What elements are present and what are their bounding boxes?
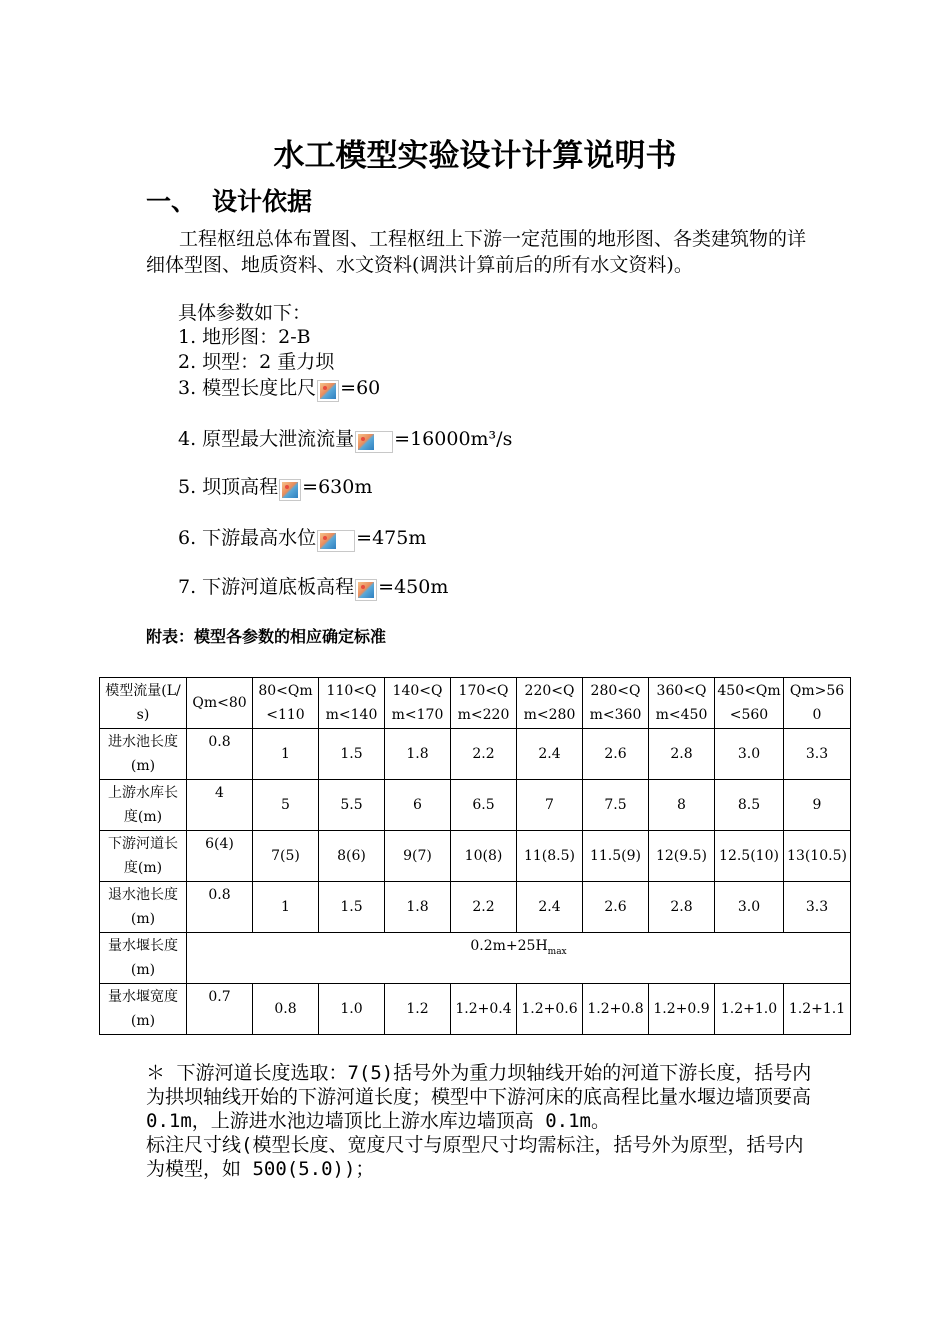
table-cell: 2.6 — [583, 729, 649, 780]
table-cell: 2.4 — [517, 729, 583, 780]
table-cell: 1.8 — [385, 729, 451, 780]
notes-block — [146, 1061, 816, 1181]
param-value: =450m — [378, 576, 449, 598]
table-header-cell: 280<Qm<360 — [583, 678, 649, 729]
row-label: 下游河道长度(m) — [100, 831, 187, 882]
param-line — [178, 375, 380, 402]
param-label: 6. 下游最高水位 — [178, 527, 317, 549]
parameter-table — [99, 677, 851, 1035]
table-cell: 6 — [385, 780, 451, 831]
table-cell: 2.8 — [649, 882, 715, 933]
table-cell: 9 — [784, 780, 851, 831]
table-header-cell: 110<Qm<140 — [319, 678, 385, 729]
section-heading — [146, 182, 312, 218]
param-line — [178, 426, 512, 453]
table-cell: 1 — [253, 882, 319, 933]
table-row — [100, 729, 851, 780]
param-label: 3. 模型长度比尺 — [178, 377, 317, 399]
table-row — [100, 780, 851, 831]
section-title: 设计依据 — [212, 187, 313, 216]
table-cell: 13(10.5) — [784, 831, 851, 882]
table-cell: 8(6) — [319, 831, 385, 882]
table-cell: 12.5(10) — [715, 831, 784, 882]
merged-cell — [187, 933, 851, 984]
param-label: 4. 原型最大泄流流量 — [178, 428, 355, 450]
param-label: 2. 坝型：2 重力坝 — [178, 351, 335, 373]
section-number: 一、 — [146, 187, 197, 216]
formula-image-icon — [279, 479, 301, 501]
table-cell: 2.6 — [583, 882, 649, 933]
param-line — [178, 349, 334, 375]
row-label: 退水池长度(m) — [100, 882, 187, 933]
table-header-row — [100, 678, 851, 729]
table-cell: 3.0 — [715, 729, 784, 780]
table-cell: 3.0 — [715, 882, 784, 933]
row-label: 进水池长度(m) — [100, 729, 187, 780]
table-row — [100, 984, 851, 1035]
table-cell: 8 — [649, 780, 715, 831]
table-cell: 1 — [253, 729, 319, 780]
table-header-cell: 模型流量(L/s) — [100, 678, 187, 729]
table-cell: 7(5) — [253, 831, 319, 882]
param-line — [178, 474, 372, 501]
formula-subscript: max — [547, 946, 567, 957]
table-header-cell: Qm>560 — [784, 678, 851, 729]
table-cell: 1.2+0.9 — [649, 984, 715, 1035]
formula-image-icon — [317, 530, 355, 552]
table-cell: 2.8 — [649, 729, 715, 780]
table-cell: 1.2+0.4 — [451, 984, 517, 1035]
table-header-cell: 140<Qm<170 — [385, 678, 451, 729]
param-value: =630m — [302, 476, 373, 498]
note-paragraph: 标注尺寸线(模型长度、宽度尺寸与原型尺寸均需标注，括号外为原型，括号内为模型，如 500(5.0))； — [146, 1134, 804, 1180]
params-intro: 具体参数如下： — [178, 302, 312, 324]
table-cell: 5 — [253, 780, 319, 831]
table-cell: 1.2 — [385, 984, 451, 1035]
table-cell: 7 — [517, 780, 583, 831]
table-row — [100, 831, 851, 882]
table-cell: 10(8) — [451, 831, 517, 882]
intro-text: 工程枢纽总体布置图、工程枢纽上下游一定范围的地形图、各类建筑物的详细体型图、地质资料、水文资料(调洪计算前后的所有水文资料)。 — [146, 228, 807, 276]
table-header-cell: 450<Qm<560 — [715, 678, 784, 729]
table-header-cell: 80<Qm<110 — [253, 678, 319, 729]
row-label: 量水堰长度(m) — [100, 933, 187, 984]
formula-text: 0.2m+25H — [470, 938, 548, 954]
table-cell: 3.3 — [784, 729, 851, 780]
param-label: 7. 下游河道底板高程 — [178, 576, 355, 598]
table-row — [100, 933, 851, 984]
table-cell: 1.5 — [319, 882, 385, 933]
param-line — [178, 324, 311, 350]
table-cell: 12(9.5) — [649, 831, 715, 882]
formula-image-icon — [355, 579, 377, 601]
table-cell: 1.0 — [319, 984, 385, 1035]
param-label: 1. 地形图：2-B — [178, 326, 311, 348]
table-cell: 11(8.5) — [517, 831, 583, 882]
row-label: 量水堰宽度(m) — [100, 984, 187, 1035]
table-cell: 4 — [187, 780, 253, 831]
table-cell: 8.5 — [715, 780, 784, 831]
table-header-cell: 360<Qm<450 — [649, 678, 715, 729]
table-cell: 1.2+1.0 — [715, 984, 784, 1035]
formula-image-icon — [317, 380, 339, 402]
table-cell: 3.3 — [784, 882, 851, 933]
param-line — [178, 525, 426, 552]
table-cell: 2.2 — [451, 729, 517, 780]
table-cell: 2.2 — [451, 882, 517, 933]
table-cell: 7.5 — [583, 780, 649, 831]
table-header-cell: Qm<80 — [187, 678, 253, 729]
table-cell: 11.5(9) — [583, 831, 649, 882]
table-caption: 附表：模型各参数的相应确定标准 — [146, 627, 387, 646]
page-title: 水工模型实验设计计算说明书 — [273, 138, 677, 174]
table-cell: 5.5 — [319, 780, 385, 831]
table-header-cell: 220<Qm<280 — [517, 678, 583, 729]
table-cell: 1.2+0.6 — [517, 984, 583, 1035]
table-cell: 0.8 — [187, 882, 253, 933]
note-paragraph: ＊ 下游河道长度选取：7(5)括号外为重力坝轴线开始的河道下游长度，括号内为拱坝轴线开始的下游河道长度；模型中下游河床的底高程比量水堰边墙顶要高 0.1m，上游进水池边墙顶比上游水库边墙顶高 0.1m。 — [146, 1062, 812, 1132]
param-value: =60 — [340, 377, 381, 399]
formula-image-icon — [355, 431, 393, 453]
param-label: 5. 坝顶高程 — [178, 476, 279, 498]
table-cell: 2.4 — [517, 882, 583, 933]
table-cell: 1.2+0.8 — [583, 984, 649, 1035]
param-value: =16000m³/s — [394, 428, 513, 450]
intro-paragraph — [146, 226, 816, 278]
row-label: 上游水库长度(m) — [100, 780, 187, 831]
param-value: =475m — [356, 527, 427, 549]
table-cell: 0.8 — [253, 984, 319, 1035]
table-header-cell: 170<Qm<220 — [451, 678, 517, 729]
table-cell: 6.5 — [451, 780, 517, 831]
table-cell: 1.5 — [319, 729, 385, 780]
table-cell: 9(7) — [385, 831, 451, 882]
table-cell: 0.8 — [187, 729, 253, 780]
table-cell: 1.2+1.1 — [784, 984, 851, 1035]
table-cell: 1.8 — [385, 882, 451, 933]
table-cell: 0.7 — [187, 984, 253, 1035]
table-row — [100, 882, 851, 933]
param-line — [178, 574, 448, 601]
table-cell: 6(4) — [187, 831, 253, 882]
